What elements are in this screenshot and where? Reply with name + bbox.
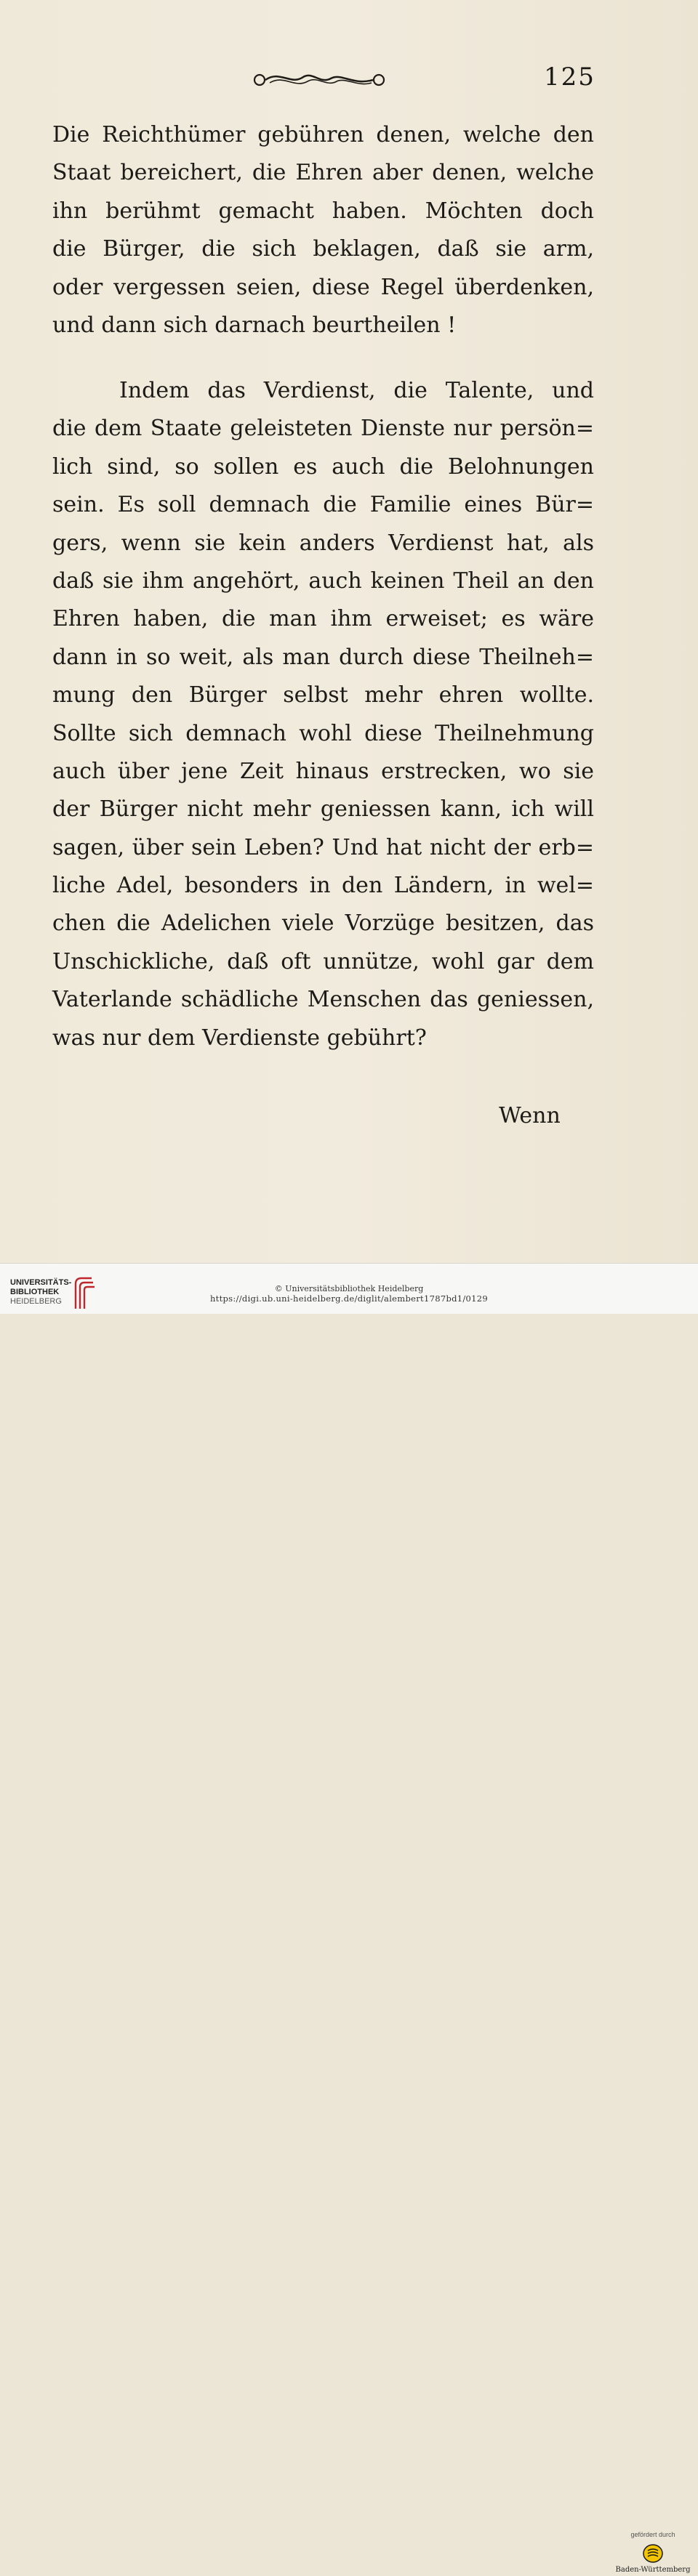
text-line: die Bürger, die sich beklagen, daß sie arm, — [52, 236, 594, 262]
institution-name-line2: BIBLIOTHEK — [10, 1288, 60, 1296]
copyright-notice: © Universitätsbibliothek Heidelberg — [274, 1284, 424, 1293]
text-line: Vaterlande schädliche Menschen das geniessen, — [52, 987, 594, 1013]
sponsor-name: Baden-Württemberg — [615, 2566, 691, 2574]
text-line: dann in so weit, als man durch diese Theilneh= — [52, 644, 594, 670]
sponsor-block[interactable] — [609, 2529, 697, 2576]
permalink-url[interactable]: https://digi.ub.uni-heidelberg.de/diglit/alembert1787bd1/0129 — [209, 1293, 489, 1304]
institution-name-line1: UNIVERSITÄTS- — [10, 1278, 72, 1287]
text-line: sein. Es soll demnach die Familie eines Bür= — [52, 492, 594, 518]
baden-wuerttemberg-crest-icon — [642, 2543, 664, 2564]
text-line: und dann sich darnach beurtheilen ! — [52, 312, 457, 338]
institution-name-line3: HEIDELBERG — [10, 1297, 62, 1306]
text-line: die dem Staate geleisteten Dienste nur persön= — [52, 416, 594, 442]
text-line: was nur dem Verdienste gebührt? — [52, 1025, 427, 1051]
paragraph-1 — [52, 116, 594, 344]
text-line: lich sind, so sollen es auch die Belohnungen — [52, 453, 594, 480]
book-page-scan — [0, 0, 698, 1263]
text-line: auch über jene Zeit hinaus erstrecken, wo sie — [52, 758, 594, 784]
text-line: ihn berühmt gemacht haben. Möchten doch — [52, 198, 594, 224]
text-line: mung den Bürger selbst mehr ehren wollte. — [52, 682, 594, 708]
text-line: Indem das Verdienst, die Talente, und — [119, 378, 594, 403]
text-line: daß sie ihm angehört, auch keinen Theil an den — [52, 568, 594, 594]
text-line: der Bürger nicht mehr geniessen kann, ich will — [52, 796, 594, 823]
text-line: oder vergessen seien, diese Regel überdenken, — [52, 274, 594, 300]
text-line: chen die Adelichen viele Vorzüge besitzen, das — [52, 911, 594, 937]
text-line: Sollte sich demnach wohl diese Theilnehmung — [52, 720, 594, 746]
catchword: Wenn — [499, 1103, 561, 1128]
text-line: Staat bereichert, die Ehren aber denen, welche — [52, 160, 594, 186]
page-number: 125 — [544, 62, 595, 92]
text-line: Die Reichthümer gebühren denen, welche den — [52, 122, 594, 148]
decorative-rule-ornament-icon — [251, 64, 389, 93]
paragraph-2 — [52, 372, 594, 1057]
sponsor-label: gefördert durch — [630, 2531, 675, 2538]
text-line: Unschickliche, daß oft unnütze, wohl gar dem — [52, 948, 594, 974]
text-line: liche Adel, besonders in den Ländern, in wel= — [52, 873, 594, 899]
text-line: sagen, über sein Leben? Und hat nicht der erb= — [52, 834, 594, 860]
text-line: gers, wenn sie kein anders Verdienst hat, als — [52, 530, 594, 556]
text-line: Ehren haben, die man ihm erweiset; es wäre — [52, 606, 594, 632]
